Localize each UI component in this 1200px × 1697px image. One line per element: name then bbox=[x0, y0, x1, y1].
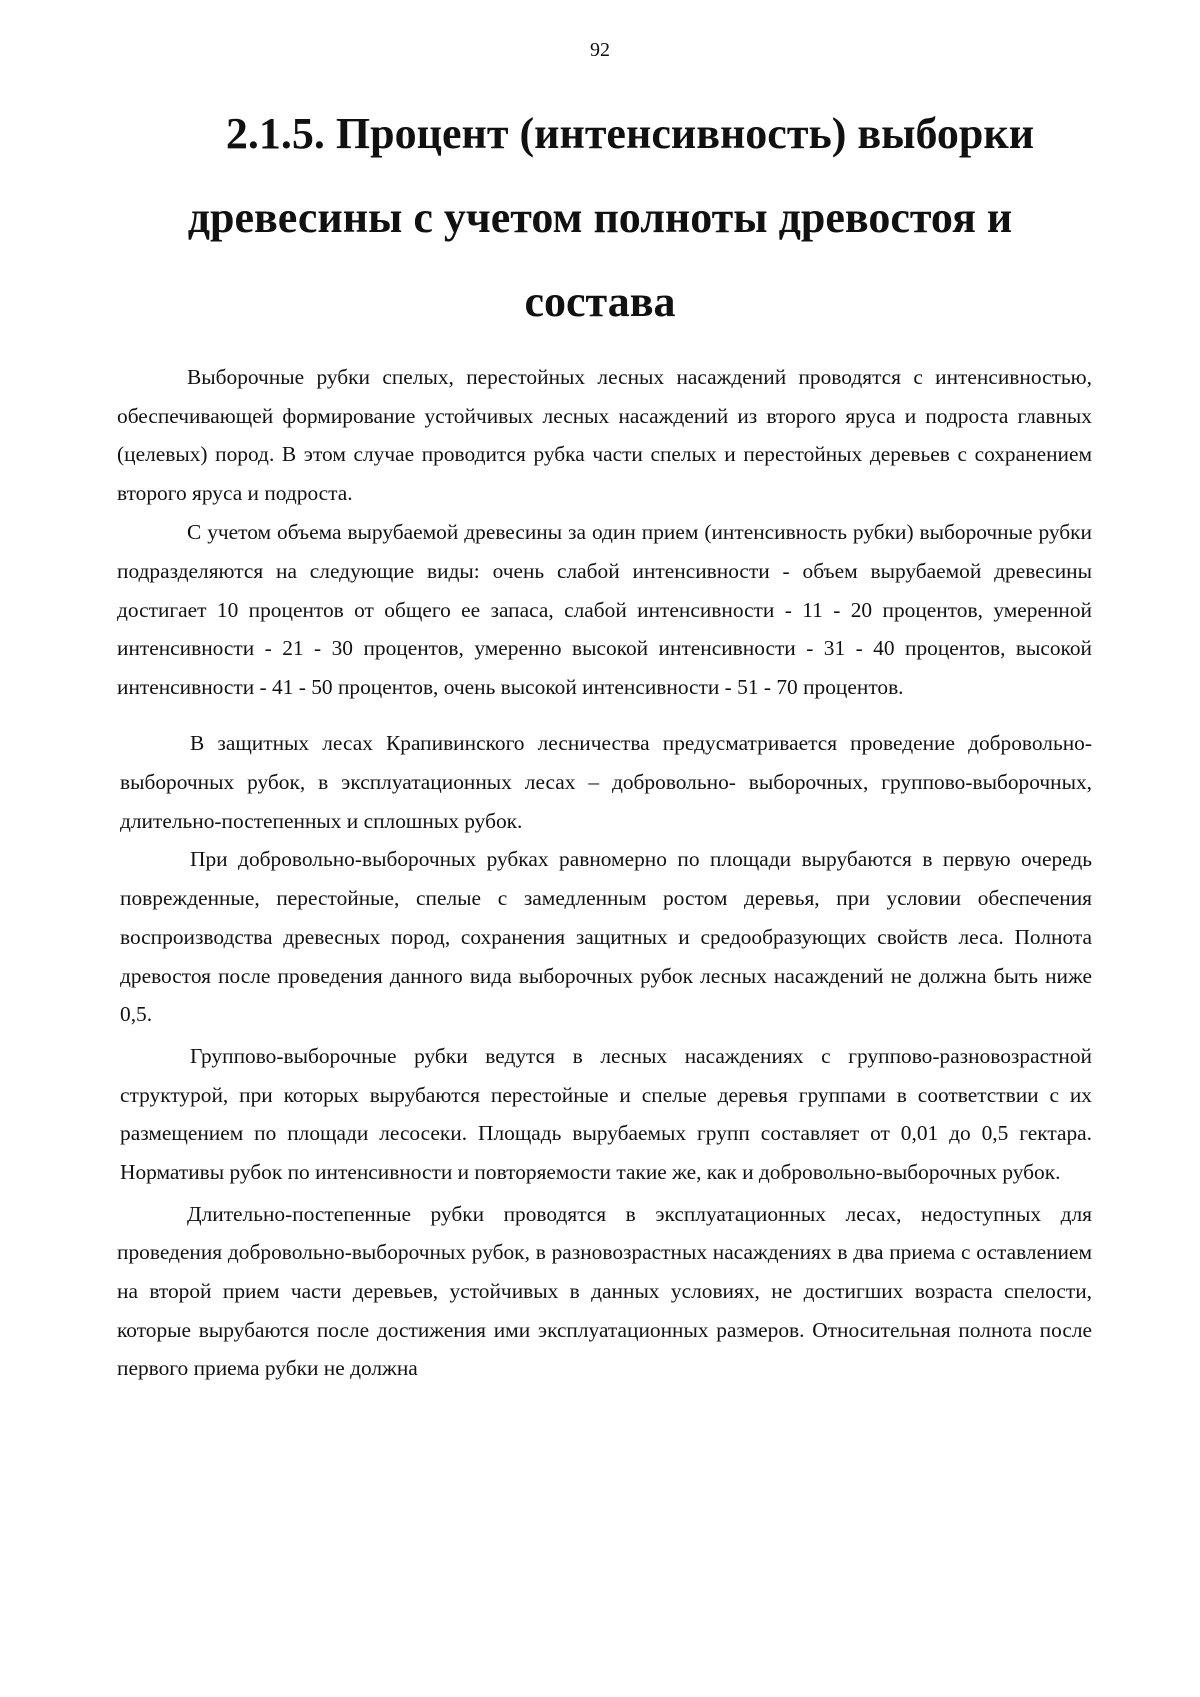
paragraph-group-selective: Группово-выборочные рубки ведутся в лесных насаждениях с группово-разновозрастной структурой, при которых вырубаются перестойные и спелые деревья группами в соответствии с их размещением по площади лесосеки. Площадь вырубаемых групп составляет от 0,01 до 0,5 гектара. Нормативы рубок по интенсивности и повторяемости такие же, как и добровольно-выборочных рубок. bbox=[120, 1043, 1092, 1185]
page-number: 92 bbox=[590, 39, 610, 61]
paragraph-intensity-types: С учетом объема вырубаемой древесины за один прием (интенсивность рубки) выборочные рубки подразделяются на следующие виды: очень слабой интенсивности - объем вырубаемой древесины достигает 10 процентов от общего ее запаса, слабой интенсивности - 11 - 20 процентов, умеренной интенсивности - 21 - 30 процентов, умеренно высокой интенсивности - 31 - 40 процентов, высокой интенсивности - 41 - 50 процентов, очень высокой интенсивности - 51 - 70 процентов. bbox=[117, 520, 1092, 699]
paragraph-gradual-cutting: Длительно-постепенные рубки проводятся в эксплуатационных лесах, недоступных для проведения добровольно-выборочных рубок, в разновозрастных насаждениях в два приема с оставлением на второй прием части деревьев, устойчивых в данных условиях, не достигших возраста спелости, которые вырубаются после достижения ими эксплуатационных размеров. Относительная полнота после первого приема рубки не должна bbox=[117, 1201, 1092, 1381]
heading-line-1: 2.1.5. Процент (интенсивность) выборки bbox=[225, 109, 1035, 158]
body-text bbox=[117, 358, 1092, 1388]
paragraph-protective-forests: В защитных лесах Крапивинского лесничества предусматривается проведение добровольно-выборочных рубок, в эксплуатационных лесах – добровольно- выборочных, группово-выборочных, длительно-постепенных и сплошных рубок. bbox=[120, 731, 1092, 833]
heading-line-3: состава bbox=[524, 277, 676, 326]
section-heading bbox=[130, 92, 1070, 344]
paragraph-voluntary-selective: При добровольно-выборочных рубках равномерно по площади вырубаются в первую очередь поврежденные, перестойные, спелые с замедленным ростом деревья, при условии обеспечения воспроизводства древесных пород, сохранения защитных и средообразующих свойств леса. Полнота древостоя после проведения данного вида выборочных рубок лесных насаждений не должна быть ниже 0,5. bbox=[120, 847, 1092, 1027]
paragraph-selective-cutting-intro: Выборочные рубки спелых, перестойных лесных насаждений проводятся с интенсивностью, обеспечивающей формирование устойчивых лесных насаждений из второго яруса и подроста главных (целевых) пород. В этом случае проводится рубка части спелых и перестойных деревьев с сохранением второго яруса и подроста. bbox=[117, 365, 1092, 505]
heading-line-2: древесины с учетом полноты древостоя и bbox=[187, 193, 1013, 242]
